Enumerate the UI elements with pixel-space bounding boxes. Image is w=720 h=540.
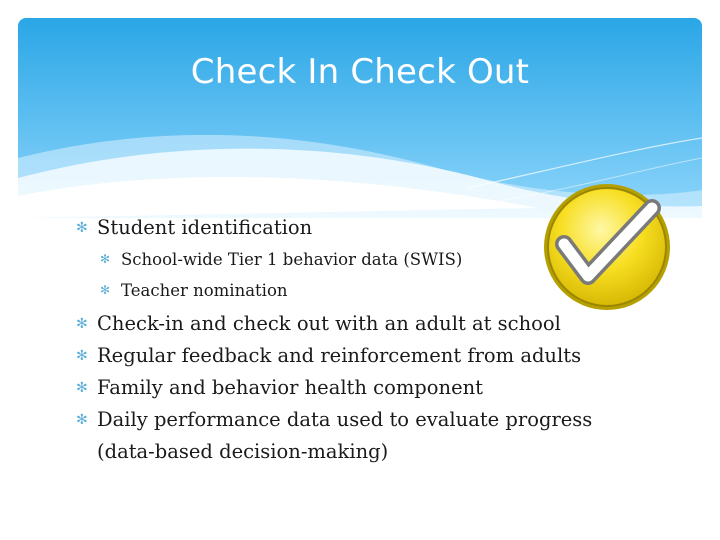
asterisk-bullet-icon: ✻ <box>76 380 88 396</box>
sub-bullet-text: School-wide Tier 1 behavior data (SWIS) <box>121 250 463 269</box>
bullet-text: Daily performance data used to evaluate progress <box>97 408 593 431</box>
asterisk-bullet-icon: ✻ <box>76 220 88 236</box>
sub-bullet-text: Teacher nomination <box>121 281 288 300</box>
bullet-text: (data-based decision-making) <box>97 440 389 463</box>
bullet-list <box>76 212 636 468</box>
bullet-text: Check-in and check out with an adult at school <box>97 312 561 335</box>
asterisk-bullet-icon: ✻ <box>76 348 88 364</box>
asterisk-bullet-icon: ✻ <box>76 316 88 332</box>
list-item-continuation <box>76 436 636 468</box>
bullet-text: Regular feedback and reinforcement from adults <box>97 344 582 367</box>
sub-list-item <box>76 244 636 275</box>
bullet-text: Student identification <box>97 216 313 239</box>
slide-title: Check In Check Out <box>190 52 530 92</box>
list-item <box>76 308 636 340</box>
list-item <box>76 340 636 372</box>
bullet-text: Family and behavior health component <box>97 376 484 399</box>
list-item <box>76 212 636 244</box>
asterisk-bullet-icon: ✻ <box>100 283 111 297</box>
asterisk-bullet-icon: ✻ <box>76 412 88 428</box>
list-item <box>76 404 636 436</box>
list-item <box>76 372 636 404</box>
sub-list-item <box>76 275 636 306</box>
asterisk-bullet-icon: ✻ <box>100 252 111 266</box>
